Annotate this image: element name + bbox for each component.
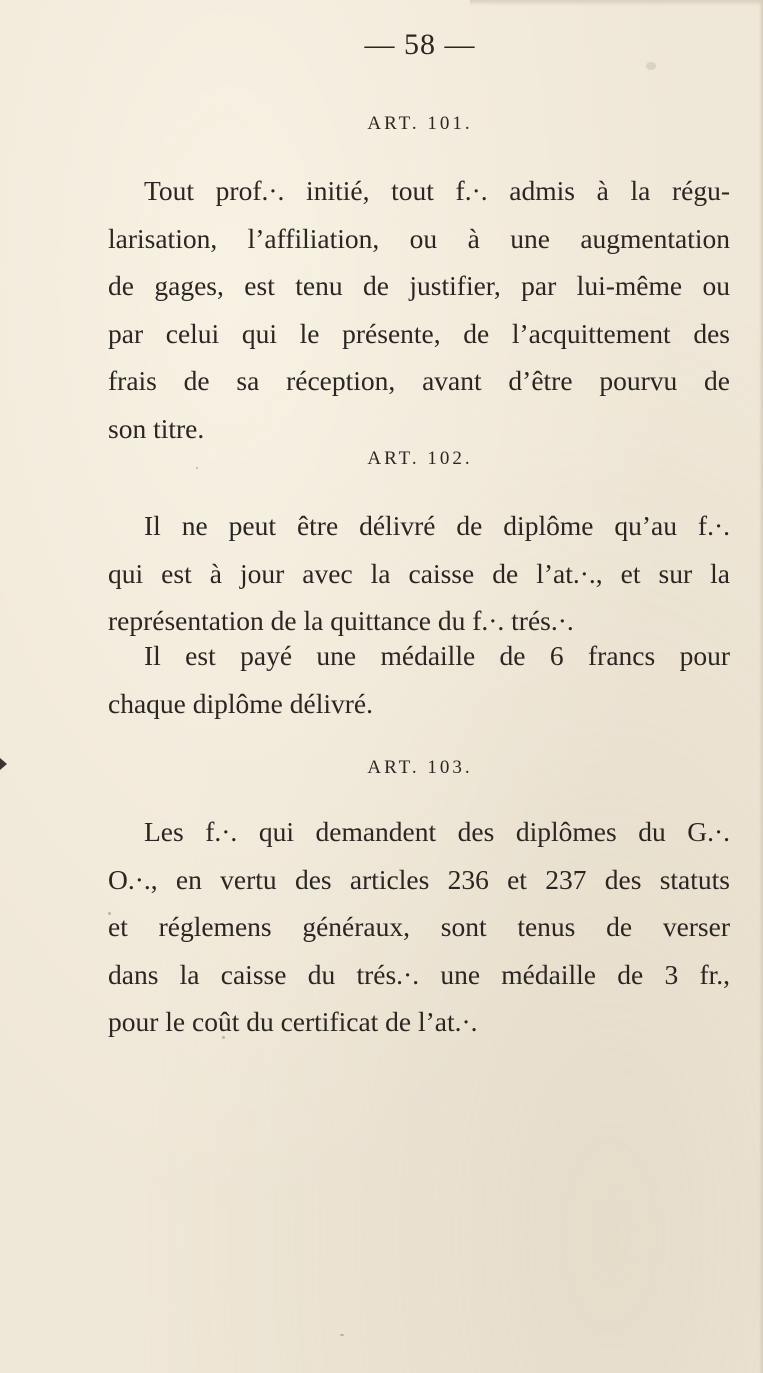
text-line: Les f.·. qui demandent des diplômes du G.·. [144,816,730,847]
text-line: larisation, l’affiliation, ou à une augmentation [108,222,730,254]
paper-speck [340,1334,344,1336]
paper-speck [108,912,111,915]
text-line: Il ne peut être délivré de diplôme qu’au f.·. [144,510,730,541]
paper-speck [196,467,198,469]
page-edge-shadow-right [759,0,763,1373]
article-102-heading: ART. 102. [367,448,473,469]
text-line: qui est à jour avec la caisse de l’at.·., et sur la [108,557,730,589]
article-101-paragraph [108,167,730,452]
article-102-paragraph-1 [108,502,730,645]
margin-mark [0,758,7,770]
page-number: — 58 — [364,28,476,61]
page-edge-shadow [470,0,763,6]
text-line: frais de sa réception, avant d’être pourvu de [108,365,730,396]
article-102-paragraph-2 [108,632,730,727]
text-line: pour le coût du certificat de l’at.·. [108,1006,478,1037]
text-line: Tout prof.·. initié, tout f.·. admis à la régu- [144,175,730,206]
text-line: par celui qui le présente, de l’acquittement des [108,317,730,349]
paper-speck [222,1036,225,1039]
text-line: son titre. [108,412,205,444]
text-line: Il est payé une médaille de 6 francs pour [144,640,730,671]
article-101-heading: ART. 101. [367,113,473,134]
text-line: et réglemens généraux, sont tenus de verser [108,911,730,942]
text-line: représentation de la quittance du f.·. trés.·. [108,605,574,636]
article-103-heading: ART. 103. [367,757,473,778]
text-line: O.·., en vertu des articles 236 et 237 des statuts [108,863,730,895]
text-line: dans la caisse du trés.·. une médaille de 3 fr., [108,958,730,990]
paper-speck [646,62,656,70]
text-line: chaque diplôme délivré. [108,687,373,719]
text-line: de gages, est tenu de justifier, par lui-même ou [108,270,730,301]
article-103-paragraph [108,808,730,1046]
